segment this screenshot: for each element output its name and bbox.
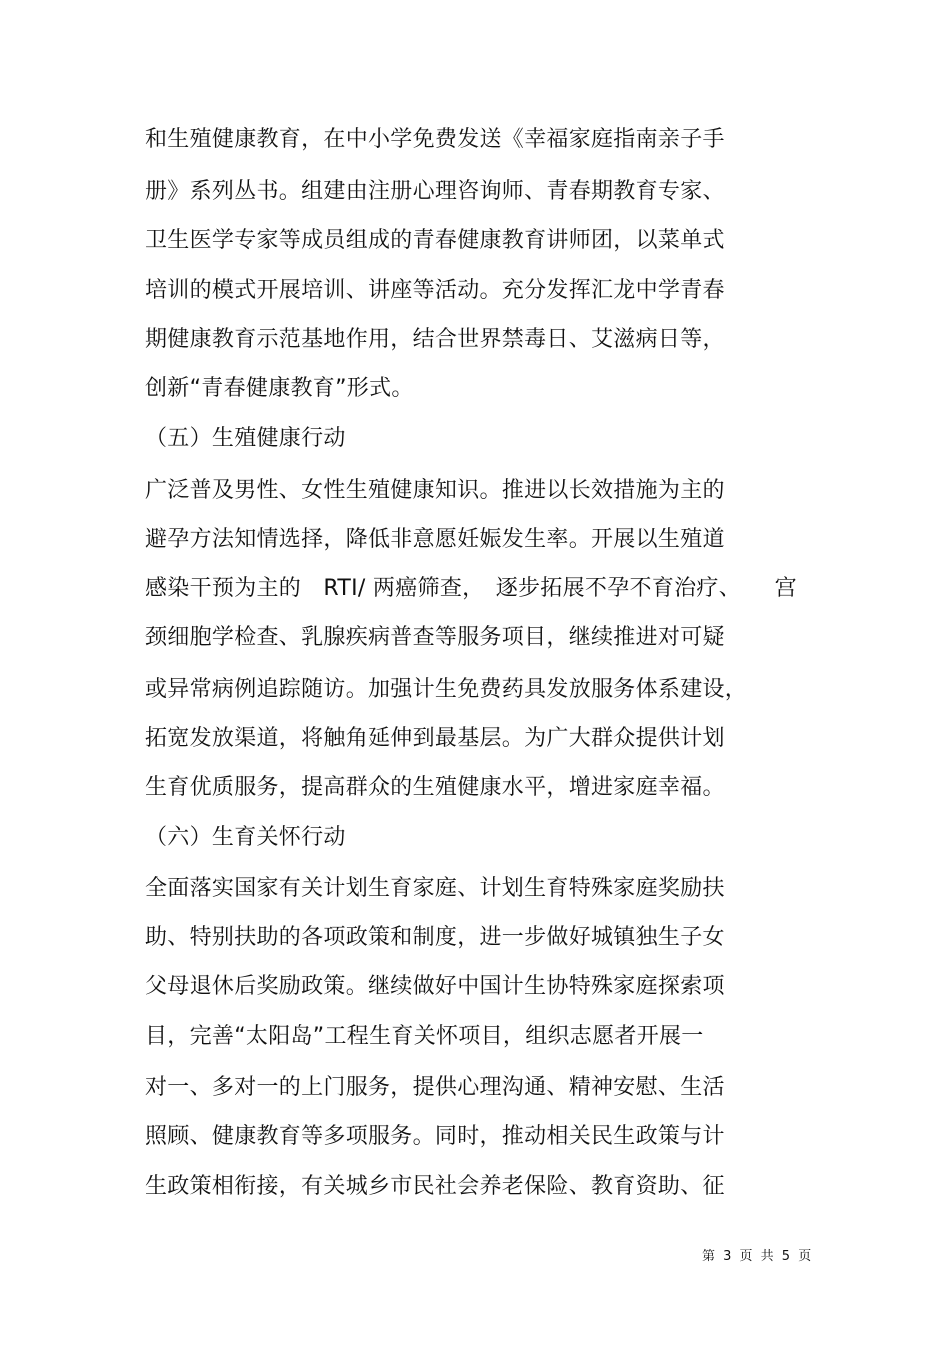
paragraph-line: 培训的模式开展培训、讲座等活动。充分发挥汇龙中学青春	[145, 278, 725, 303]
paragraph-line: 感染干预为主的 RTI/ 两癌筛查， 逐步拓展不孕不育治疗、 宫	[145, 576, 797, 601]
paragraph-line: 册》系列丛书。组建由注册心理咨询师、青春期教育专家、	[145, 179, 725, 204]
paragraph-line: 全面落实国家有关计划生育家庭、计划生育特殊家庭奖励扶	[145, 876, 725, 901]
paragraph-line: 目，完善“太阳岛”工程生育关怀项目，组织志愿者开展一	[145, 1024, 704, 1049]
paragraph-line: 照顾、健康教育等多项服务。同时，推动相关民生政策与计	[145, 1124, 725, 1149]
page-number: 第 3 页 共 5 页	[702, 1249, 814, 1264]
paragraph-line: 避孕方法知情选择，降低非意愿妊娠发生率。开展以生殖道	[145, 527, 725, 552]
paragraph-line: 生政策相衔接，有关城乡市民社会养老保险、教育资助、征	[145, 1174, 725, 1199]
paragraph-line: 期健康教育示范基地作用，结合世界禁毒日、艾滋病日等，	[145, 327, 725, 352]
paragraph-line: 拓宽发放渠道，将触角延伸到最基层。为广大群众提供计划	[145, 726, 725, 751]
section-heading: （六）生育关怀行动	[145, 825, 346, 850]
paragraph-line: 颈细胞学检查、乳腺疾病普查等服务项目，继续推进对可疑	[145, 625, 725, 650]
paragraph-line: 生育优质服务，提高群众的生殖健康水平，增进家庭幸福。	[145, 775, 725, 800]
paragraph-line: 父母退休后奖励政策。继续做好中国计生协特殊家庭探索项	[145, 974, 725, 999]
paragraph-line: 广泛普及男性、女性生殖健康知识。推进以长效措施为主的	[145, 478, 725, 503]
paragraph-line: 和生殖健康教育，在中小学免费发送《幸福家庭指南亲子手	[145, 127, 725, 152]
paragraph-line: 对一、多对一的上门服务，提供心理沟通、精神安慰、生活	[145, 1075, 725, 1100]
paragraph-line: 卫生医学专家等成员组成的青春健康教育讲师团，以菜单式	[145, 228, 725, 253]
paragraph-line: 助、特别扶助的各项政策和制度，进一步做好城镇独生子女	[145, 925, 725, 950]
paragraph-line: 或异常病例追踪随访。加强计生免费药具发放服务体系建设，	[145, 677, 748, 702]
section-heading: （五）生殖健康行动	[145, 426, 346, 451]
paragraph-line: 创新“青春健康教育”形式。	[145, 376, 414, 401]
